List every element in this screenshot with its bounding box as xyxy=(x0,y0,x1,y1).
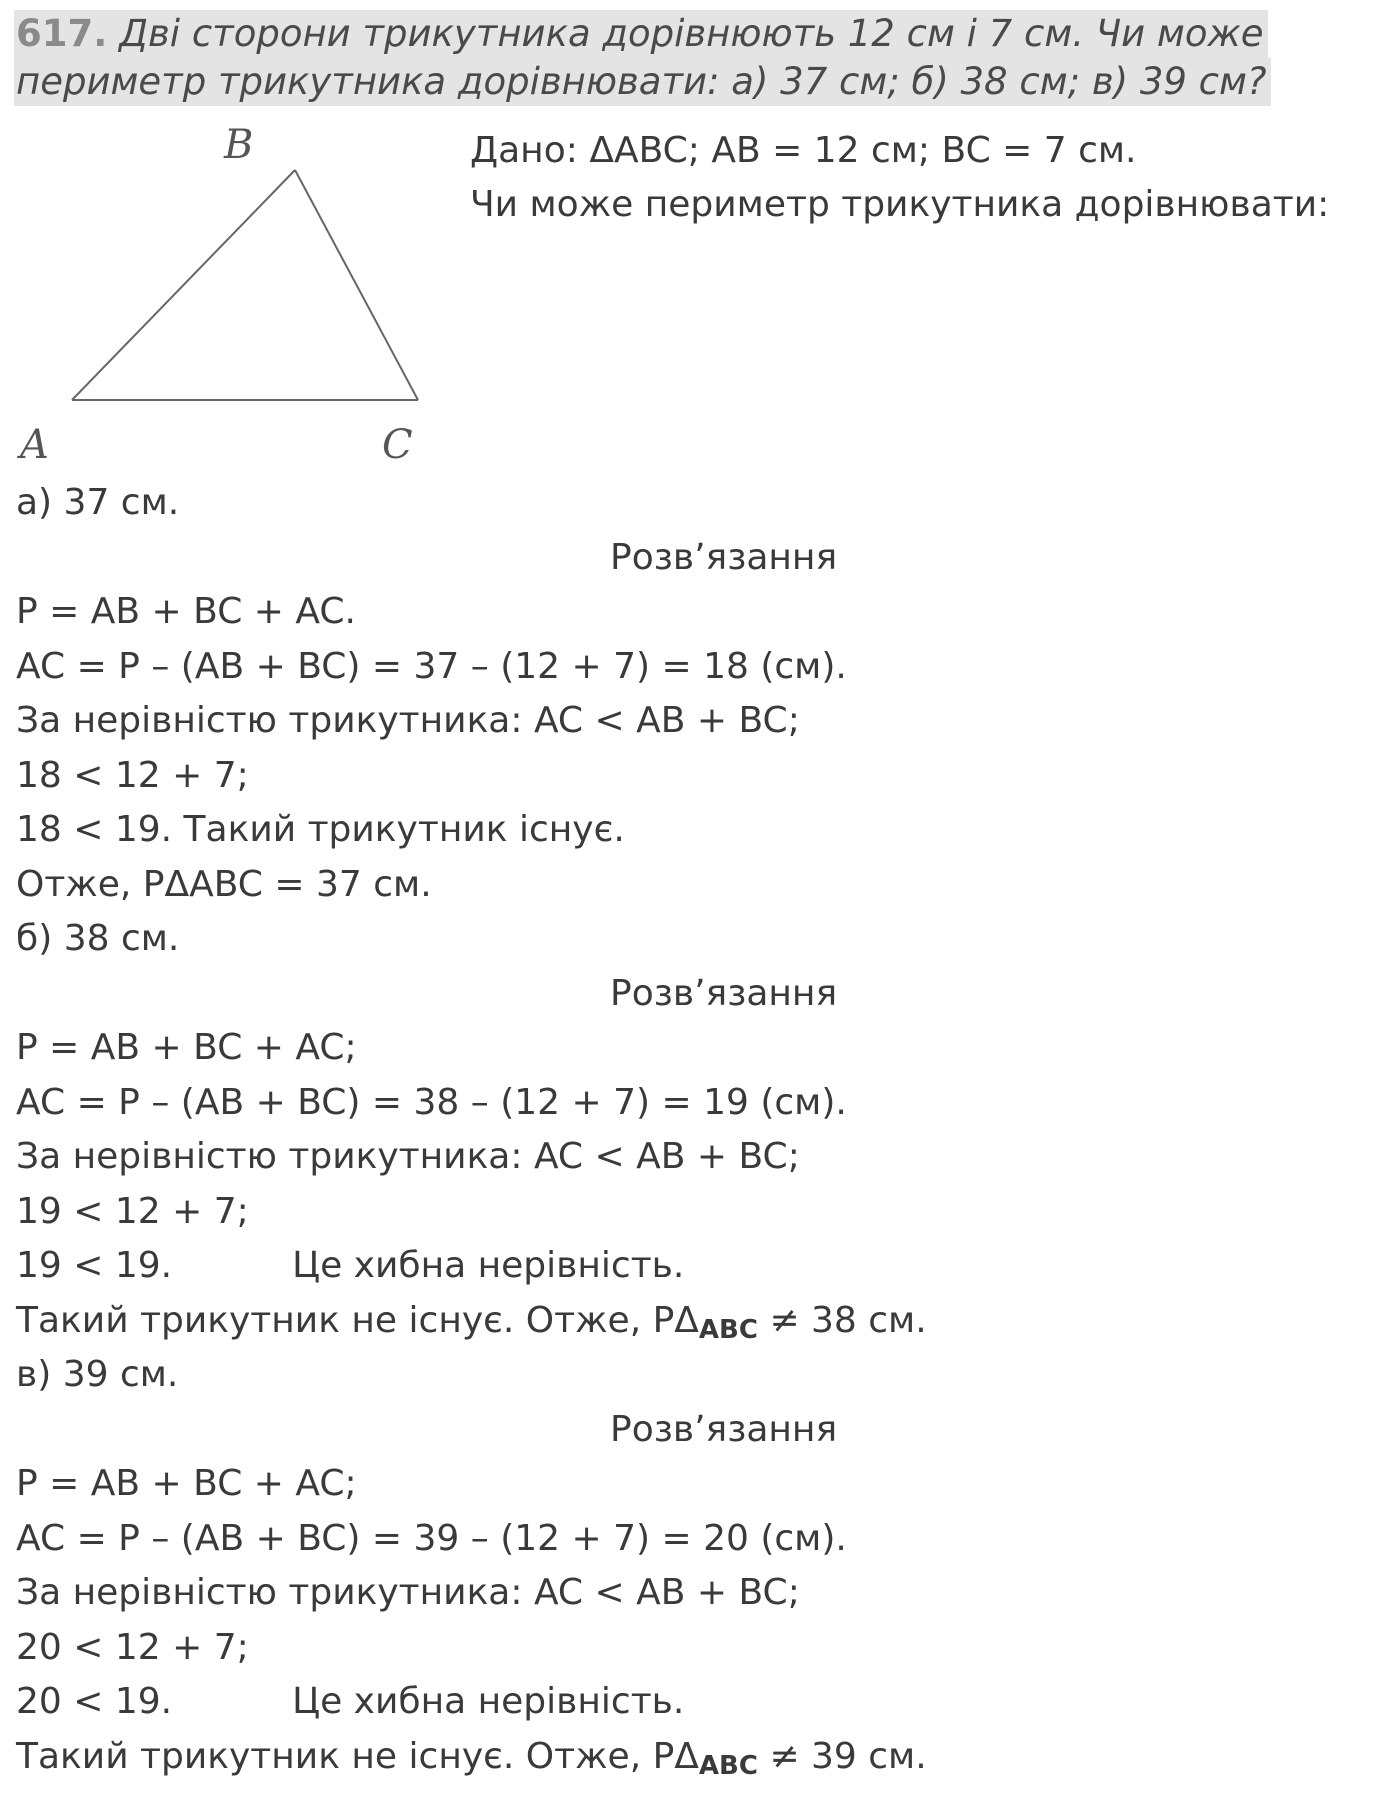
part-b-conclusion-subscript: ABC xyxy=(698,1314,758,1345)
part-c-step-5-note: Це хибна нерівність. xyxy=(292,1681,685,1722)
part-a-heading: а) 37 см. xyxy=(16,482,180,523)
triangle-figure xyxy=(10,120,450,470)
part-c-conclusion-suffix: ≠ 39 см. xyxy=(757,1735,927,1777)
given-line-2: Чи може периметр трикутника дорівнювати: xyxy=(470,184,1330,225)
given-line-1: Дано: ΔABC; AB = 12 см; BC = 7 см. xyxy=(470,130,1137,171)
triangle-drawing xyxy=(10,120,450,470)
part-a-step-2: AC = P – (AB + BC) = 37 – (12 + 7) = 18 (см). xyxy=(16,645,847,687)
task-number: 617. xyxy=(16,12,108,55)
part-c-step-3: За нерівністю трикутника: AC < AB + BC; xyxy=(16,1572,800,1613)
part-a-step-4: 18 < 12 + 7; xyxy=(16,754,249,796)
part-a-step-1: P = AB + BC + AC. xyxy=(16,591,356,632)
task-text-2: периметр трикутника дорівнювати: а) 37 см; б) 38 см; в) 39 см? xyxy=(16,60,1267,103)
part-a-step-3: За нерівністю трикутника: AC < AB + BC; xyxy=(16,700,800,741)
part-a-step-5: 18 < 19. Такий трикутник існує. xyxy=(16,809,625,850)
part-c-step-5 xyxy=(16,1675,1356,1730)
part-c-conclusion-subscript: ABC xyxy=(698,1750,758,1781)
part-b-solution-title: Розв’язання xyxy=(610,972,838,1014)
part-b-step-5 xyxy=(16,1239,1356,1294)
part-b-step-1: P = AB + BC + AC; xyxy=(16,1027,357,1068)
task-text-1: Дві сторони трикутника дорівнюють 12 см і 7 см. Чи може xyxy=(119,12,1264,55)
part-c-conclusion xyxy=(16,1730,1356,1785)
vertex-label-b: B xyxy=(224,122,254,168)
vertex-label-a: A xyxy=(20,422,49,468)
given-block xyxy=(470,124,1329,232)
vertex-label-c: C xyxy=(382,422,413,468)
part-b-step-5-expr: 19 < 19. xyxy=(16,1245,173,1286)
part-c-step-2: AC = P – (AB + BC) = 39 – (12 + 7) = 20 (см). xyxy=(16,1517,847,1559)
part-b-conclusion-suffix: ≠ 38 см. xyxy=(757,1299,927,1341)
part-a-conclusion: Отже, PΔABC = 37 см. xyxy=(16,863,432,905)
part-c-heading: в) 39 см. xyxy=(16,1354,179,1395)
part-b-step-5-note: Це хибна нерівність. xyxy=(292,1245,685,1286)
part-b-conclusion-prefix: Такий трикутник не існує. Отже, PΔ xyxy=(16,1299,699,1341)
part-c-step-4: 20 < 12 + 7; xyxy=(16,1626,249,1668)
task-statement xyxy=(14,10,1344,106)
part-b-heading: б) 38 см. xyxy=(16,918,180,959)
part-b-step-4: 19 < 12 + 7; xyxy=(16,1190,249,1232)
part-c-step-1: P = AB + BC + AC; xyxy=(16,1463,357,1504)
part-a-solution-title: Розв’язання xyxy=(610,536,838,578)
part-b-step-2: AC = P – (AB + BC) = 38 – (12 + 7) = 19 (см). xyxy=(16,1081,847,1123)
part-b-conclusion xyxy=(16,1294,1356,1349)
part-b-step-3: За нерівністю трикутника: AC < AB + BC; xyxy=(16,1136,800,1177)
task-line-2 xyxy=(14,58,1271,106)
part-c-conclusion-prefix: Такий трикутник не існує. Отже, PΔ xyxy=(16,1735,699,1777)
part-c-step-5-expr: 20 < 19. xyxy=(16,1681,173,1722)
side-ab xyxy=(72,170,295,400)
solution-body xyxy=(16,476,1356,1784)
part-c-solution-title: Розв’язання xyxy=(610,1408,838,1450)
side-bc xyxy=(295,170,418,400)
task-line-1 xyxy=(14,10,1268,58)
